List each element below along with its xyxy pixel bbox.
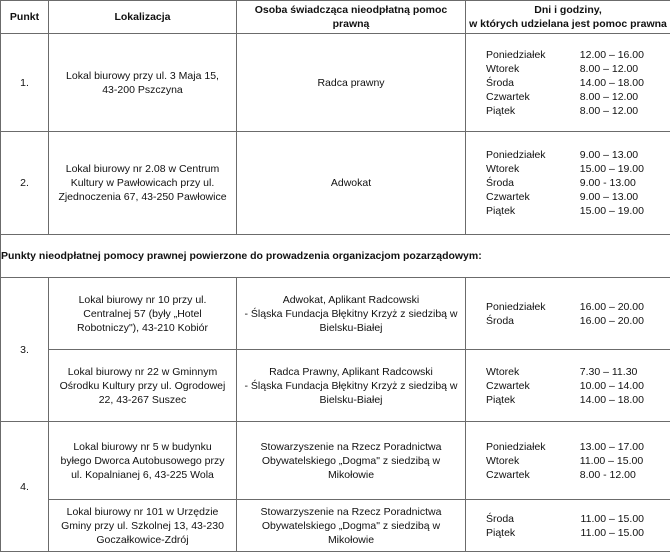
day-label: Poniedziałek: [486, 48, 546, 61]
header-punkt: Punkt: [1, 1, 49, 34]
punkt-number: 4.: [1, 422, 49, 552]
day-label: Czwartek: [486, 379, 530, 392]
hours-value: 8.00 - 12.00: [579, 468, 636, 481]
day-label: Poniedziałek: [486, 440, 546, 453]
days-column: [486, 300, 546, 328]
provider-line: Mikołowie: [327, 533, 375, 546]
section-title: Punkty nieodpłatnej pomocy prawnej powierzone do prowadzenia organizacjom pozarządowym:: [1, 235, 670, 278]
day-label: Wtorek: [486, 365, 520, 378]
location-line: Gminy przy ul. Szkolnej 13, 43-230: [61, 519, 224, 532]
day-label: Piątek: [486, 205, 516, 217]
day-label: Czwartek: [486, 191, 530, 203]
location-line: Zjednoczenia 67, 43-250 Pawłowice: [58, 191, 227, 203]
schedule-cell: [466, 500, 670, 552]
location-line: Lokal biurowy przy ul. 3 Maja 15,: [66, 69, 219, 82]
provider-line: - Śląska Fundacja Błękitny Krzyż z siedzibą w: [244, 379, 458, 392]
hours-column: [580, 48, 644, 118]
hours-value: 11.00 – 15.00: [580, 512, 644, 525]
day-label: Wtorek: [486, 62, 520, 75]
provider-line: Radca Prawny, Aplikant Radcowski: [269, 365, 433, 378]
day-label: Piątek: [486, 526, 516, 539]
header-osoba-line-1: Osoba świadcząca nieodpłatną pomoc: [254, 4, 448, 16]
header-dni: [466, 1, 670, 34]
provider-line: Stowarzyszenie na Rzecz Poradnictwa: [260, 440, 442, 453]
day-label: Piątek: [486, 393, 516, 406]
hours-column: [580, 365, 644, 407]
location-line: Goczałkowice-Zdrój: [96, 533, 189, 546]
days-column: [486, 512, 515, 540]
header-dni-line-2: w których udzielana jest pomoc prawna: [469, 18, 667, 30]
days-column: [486, 365, 530, 407]
table-row: [1, 350, 670, 422]
provider-cell: [237, 500, 466, 552]
location-line: ul. Kopalnianej 6, 43-225 Wola: [71, 468, 214, 481]
hours-value: 9.00 – 13.00: [579, 149, 639, 161]
hours-column: [580, 148, 644, 218]
day-label: Środa: [486, 314, 515, 327]
table-row: [1, 132, 670, 235]
hours-value: 8.00 – 12.00: [579, 62, 639, 75]
provider-line: Adwokat: [330, 177, 372, 189]
location-cell: [49, 34, 237, 132]
hours-value: 14.00 – 18.00: [579, 393, 644, 406]
provider-line: - Śląska Fundacja Błękitny Krzyż z siedzibą w: [244, 307, 458, 320]
provider-cell: [237, 422, 466, 500]
day-label: Wtorek: [486, 454, 520, 467]
punkt-number: 2.: [1, 132, 49, 235]
schedule-cell: [466, 34, 670, 132]
provider-cell: [237, 132, 466, 235]
header-osoba: [237, 1, 466, 34]
table-row: [1, 422, 670, 500]
table-row: [1, 34, 670, 132]
provider-line: Stowarzyszenie na Rzecz Poradnictwa: [260, 505, 442, 518]
schedule-cell: [466, 350, 670, 422]
location-line: Lokal biurowy nr 22 w Gminnym: [67, 365, 218, 378]
schedule-cell: [466, 422, 670, 500]
provider-line: Bielsku-Białej: [319, 393, 383, 406]
location-line: Lokal biurowy nr 5 w budynku: [73, 440, 212, 453]
location-line: byłego Dworca Autobusowego przy: [60, 454, 225, 467]
provider-line: Radca prawny: [317, 76, 385, 89]
location-cell: [49, 350, 237, 422]
hours-value: 11.00 – 15.00: [580, 526, 644, 539]
section-row: [1, 235, 670, 278]
provider-cell: [237, 350, 466, 422]
location-line: Lokal biurowy nr 101 w Urzędzie: [66, 505, 219, 518]
location-line: Lokal biurowy nr 10 przy ul.: [78, 293, 207, 306]
hours-value: 8.00 – 12.00: [579, 104, 639, 117]
hours-value: 8.00 – 12.00: [579, 90, 639, 103]
location-line: Ośrodku Kultury przy ul. Ogrodowej: [59, 379, 226, 392]
day-label: Piątek: [486, 104, 516, 117]
location-line: 22, 43-267 Suszec: [98, 393, 187, 406]
location-line: Lokal biurowy nr 2.08 w Centrum: [65, 163, 220, 175]
hours-value: 11.00 – 15.00: [579, 454, 644, 467]
table-row: [1, 278, 670, 350]
header-lokalizacja: Lokalizacja: [49, 1, 237, 34]
hours-column: [580, 300, 644, 328]
location-cell: [49, 422, 237, 500]
provider-cell: [237, 278, 466, 350]
provider-line: Bielsku-Białej: [319, 321, 383, 334]
provider-cell: [237, 34, 466, 132]
hours-value: 14.00 – 18.00: [579, 76, 644, 89]
day-label: Środa: [486, 177, 515, 189]
provider-line: Adwokat, Aplikant Radcowski: [282, 293, 420, 306]
hours-value: 9.00 – 13.00: [579, 191, 639, 203]
schedule-cell: [466, 278, 670, 350]
hours-value: 13.00 – 17.00: [579, 440, 644, 453]
location-line: Robotniczy"), 43-210 Kobiór: [77, 321, 208, 334]
location-line: 43-200 Pszczyna: [102, 83, 183, 96]
location-cell: [49, 132, 237, 235]
provider-line: Obywatelskiego „Dogma" z siedzibą w: [261, 454, 441, 467]
day-label: Czwartek: [486, 468, 530, 481]
hours-value: 7.30 – 11.30: [579, 365, 638, 378]
day-label: Poniedziałek: [486, 300, 546, 313]
location-cell: [49, 278, 237, 350]
day-label: Wtorek: [486, 163, 520, 175]
hours-value: 15.00 – 19.00: [579, 205, 644, 217]
header-row: [1, 1, 670, 34]
day-label: Poniedziałek: [486, 149, 546, 161]
hours-value: 16.00 – 20.00: [579, 314, 644, 327]
day-label: Środa: [486, 512, 515, 525]
hours-value: 15.00 – 19.00: [579, 163, 644, 175]
day-label: Czwartek: [486, 90, 530, 103]
header-dni-line-1: Dni i godziny,: [534, 4, 602, 16]
hours-column: [581, 512, 644, 540]
punkt-number: 3.: [1, 278, 49, 422]
punkt-number: 1.: [1, 34, 49, 132]
hours-column: [580, 440, 644, 482]
day-label: Środa: [486, 76, 515, 89]
location-line: Centralnej 57 (były „Hotel: [83, 307, 202, 320]
hours-value: 16.00 – 20.00: [579, 300, 644, 313]
location-line: Kultury w Pawłowicach przy ul.: [70, 177, 215, 189]
hours-value: 9.00 - 13.00: [579, 177, 636, 189]
provider-line: Obywatelskiego „Dogma" z siedzibą w: [261, 519, 441, 532]
hours-value: 12.00 – 16.00: [579, 48, 644, 61]
hours-value: 10.00 – 14.00: [579, 379, 644, 392]
schedule-cell: [466, 132, 670, 235]
location-cell: [49, 500, 237, 552]
table-row: [1, 500, 670, 552]
days-column: [486, 48, 546, 118]
provider-line: Mikołowie: [327, 468, 375, 481]
days-column: [486, 148, 546, 218]
header-osoba-line-2: prawną: [332, 18, 370, 30]
days-column: [486, 440, 546, 482]
